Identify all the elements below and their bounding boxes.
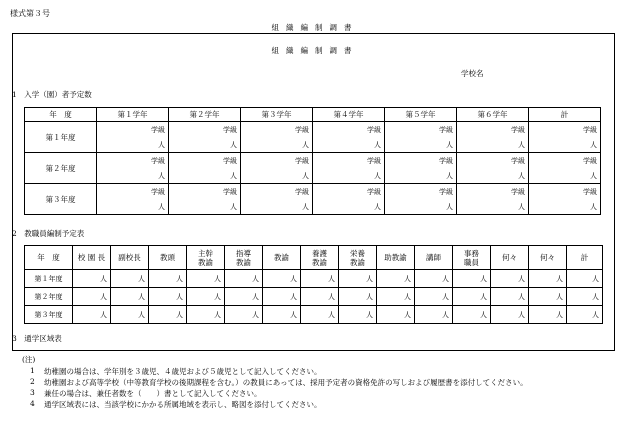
enrollment-year-cell: 第１年度 [25,122,97,153]
staff-column-header: 助教諭 [377,246,415,270]
unit-person-label: 人 [158,203,165,211]
note-number: 2 [30,377,35,386]
staff-input-cell[interactable]: 人 [263,306,301,324]
staff-input-cell[interactable]: 人 [453,288,491,306]
staff-header-row [25,246,603,270]
note-text: 幼稚園および高等学校（中等教育学校の後期課程を含む。）の教員にあっては、採用予定者の資格免許の写しおよび履歴書を添付してください。 [44,378,528,387]
section1-heading: 1 入学（園）者予定数 [12,90,92,99]
enrollment-input-cell[interactable] [385,153,457,184]
staff-column-header: 何々 [529,246,567,270]
unit-person-label: 人 [230,141,237,149]
unit-person-label: 人 [446,141,453,149]
note-number: 4 [30,399,35,408]
unit-class-label: 学級 [439,188,453,196]
note-text: 兼任の場合は、兼任者数を（ ）書として記入してください。 [44,389,262,398]
enrollment-input-cell[interactable] [457,184,529,215]
unit-class-label: 学級 [295,157,309,165]
staff-input-cell[interactable]: 人 [377,288,415,306]
staff-input-cell[interactable]: 人 [149,288,187,306]
staff-input-cell[interactable]: 人 [301,306,339,324]
enrollment-column-header: 第４学年 [313,108,385,122]
enrollment-input-cell[interactable] [457,153,529,184]
staff-input-cell[interactable]: 人 [73,288,111,306]
unit-class-label: 学級 [295,188,309,196]
enrollment-column-header: 第６学年 [457,108,529,122]
unit-class-label: 学級 [367,126,381,134]
enrollment-table [24,107,601,215]
staff-input-cell[interactable]: 人 [225,306,263,324]
enrollment-column-header: 年 度 [25,108,97,122]
staff-input-cell[interactable]: 人 [529,270,567,288]
staff-input-cell[interactable]: 人 [187,270,225,288]
staff-input-cell[interactable]: 人 [263,270,301,288]
enrollment-header-row [25,108,601,122]
unit-person-label: 人 [518,172,525,180]
staff-input-cell[interactable]: 人 [453,270,491,288]
enrollment-input-cell[interactable] [313,184,385,215]
note-text: 通学区域表には、当該学校にかかる所属地域を表示し、略図を添付してください。 [44,400,322,409]
unit-class-label: 学級 [151,126,165,134]
staff-input-cell[interactable]: 人 [149,306,187,324]
enrollment-input-cell[interactable] [97,184,169,215]
staff-input-cell[interactable]: 人 [491,288,529,306]
enrollment-row [25,184,601,215]
unit-class-label: 学級 [583,188,597,196]
enrollment-input-cell[interactable] [97,122,169,153]
staff-input-cell[interactable]: 人 [453,306,491,324]
unit-class-label: 学級 [295,126,309,134]
staff-input-cell[interactable]: 人 [491,306,529,324]
staff-input-cell[interactable]: 人 [339,288,377,306]
unit-class-label: 学級 [439,126,453,134]
staff-input-cell[interactable]: 人 [225,288,263,306]
enrollment-row [25,122,601,153]
staff-input-cell[interactable]: 人 [567,288,603,306]
staff-column-header: 栄養 教諭 [339,246,377,270]
enrollment-row [25,153,601,184]
form-number: 様式第３号 [10,9,50,18]
note-text: 幼稚園の場合は、学年別を３歳児、４歳児および５歳児として記入してください。 [44,367,322,376]
staff-input-cell[interactable]: 人 [187,306,225,324]
staff-column-header: 講師 [415,246,453,270]
enrollment-input-cell[interactable] [457,122,529,153]
unit-class-label: 学級 [223,188,237,196]
unit-person-label: 人 [446,172,453,180]
staff-input-cell[interactable]: 人 [491,270,529,288]
unit-class-label: 学級 [151,157,165,165]
enrollment-input-cell[interactable] [241,122,313,153]
staff-year-cell: 第１年度 [25,270,73,288]
note-number: 1 [30,366,35,375]
unit-person-label: 人 [302,141,309,149]
enrollment-input-cell[interactable] [313,122,385,153]
school-name-label: 学校名 [461,69,484,78]
unit-class-label: 学級 [583,157,597,165]
unit-person-label: 人 [158,172,165,180]
enrollment-input-cell[interactable] [529,153,601,184]
staff-row [25,270,603,288]
staff-input-cell[interactable]: 人 [567,270,603,288]
enrollment-year-cell: 第２年度 [25,153,97,184]
unit-person-label: 人 [302,203,309,211]
unit-class-label: 学級 [511,157,525,165]
staff-column-header: 年 度 [25,246,73,270]
enrollment-input-cell[interactable] [97,153,169,184]
enrollment-input-cell[interactable] [385,122,457,153]
unit-person-label: 人 [446,203,453,211]
unit-person-label: 人 [302,172,309,180]
staff-input-cell[interactable]: 人 [415,270,453,288]
staff-input-cell[interactable]: 人 [301,288,339,306]
enrollment-input-cell[interactable] [241,184,313,215]
unit-class-label: 学級 [511,126,525,134]
staff-input-cell[interactable]: 人 [111,288,149,306]
staff-row [25,306,603,324]
unit-class-label: 学級 [511,188,525,196]
staff-input-cell[interactable]: 人 [149,270,187,288]
unit-person-label: 人 [590,141,597,149]
enrollment-input-cell[interactable] [313,153,385,184]
staff-column-header: 何々 [491,246,529,270]
staff-input-cell[interactable]: 人 [111,270,149,288]
staff-input-cell[interactable]: 人 [73,306,111,324]
unit-person-label: 人 [374,203,381,211]
unit-class-label: 学級 [367,157,381,165]
staff-input-cell[interactable]: 人 [339,306,377,324]
unit-person-label: 人 [374,172,381,180]
enrollment-column-header: 第５学年 [385,108,457,122]
staff-input-cell[interactable]: 人 [111,306,149,324]
enrollment-input-cell[interactable] [169,122,241,153]
staff-column-header: 計 [567,246,603,270]
staff-input-cell[interactable]: 人 [567,306,603,324]
staff-column-header: 養護 教諭 [301,246,339,270]
enrollment-input-cell[interactable] [241,153,313,184]
staff-table [24,245,603,324]
enrollment-column-header: 第２学年 [169,108,241,122]
staff-column-header: 指導 教諭 [225,246,263,270]
staff-input-cell[interactable]: 人 [73,270,111,288]
unit-person-label: 人 [590,172,597,180]
header-title: 組織編制調書 [271,23,359,32]
enrollment-input-cell[interactable] [169,184,241,215]
staff-input-cell[interactable]: 人 [377,306,415,324]
staff-column-header: 教諭 [263,246,301,270]
staff-year-cell: 第２年度 [25,288,73,306]
staff-input-cell[interactable]: 人 [529,288,567,306]
unit-person-label: 人 [518,141,525,149]
enrollment-input-cell[interactable] [529,184,601,215]
staff-row [25,288,603,306]
enrollment-column-header: 計 [529,108,601,122]
staff-column-header: 副校長 [111,246,149,270]
unit-person-label: 人 [230,203,237,211]
staff-column-header: 教頭 [149,246,187,270]
notes-heading: (注) [22,355,36,364]
enrollment-year-cell: 第３年度 [25,184,97,215]
unit-person-label: 人 [230,172,237,180]
staff-input-cell[interactable]: 人 [415,288,453,306]
unit-person-label: 人 [158,141,165,149]
staff-input-cell[interactable]: 人 [263,288,301,306]
enrollment-column-header: 第３学年 [241,108,313,122]
enrollment-input-cell[interactable] [529,122,601,153]
section2-heading: 2 教職員編制予定表 [12,229,85,238]
unit-class-label: 学級 [583,126,597,134]
unit-class-label: 学級 [439,157,453,165]
unit-class-label: 学級 [223,126,237,134]
staff-input-cell[interactable]: 人 [415,306,453,324]
unit-person-label: 人 [374,141,381,149]
staff-input-cell[interactable]: 人 [377,270,415,288]
staff-input-cell[interactable]: 人 [187,288,225,306]
staff-column-header: 校 園 長 [73,246,111,270]
staff-input-cell[interactable]: 人 [301,270,339,288]
staff-column-header: 事務 職員 [453,246,491,270]
staff-column-header: 主幹 教諭 [187,246,225,270]
staff-input-cell[interactable]: 人 [529,306,567,324]
unit-class-label: 学級 [223,157,237,165]
unit-person-label: 人 [518,203,525,211]
staff-input-cell[interactable]: 人 [225,270,263,288]
section3-heading: 3 通学区域表 [12,334,62,343]
document-title: 組織編制調書 [271,46,359,55]
enrollment-input-cell[interactable] [385,184,457,215]
enrollment-column-header: 第１学年 [97,108,169,122]
unit-class-label: 学級 [367,188,381,196]
enrollment-input-cell[interactable] [169,153,241,184]
staff-year-cell: 第３年度 [25,306,73,324]
unit-class-label: 学級 [151,188,165,196]
unit-person-label: 人 [590,203,597,211]
staff-input-cell[interactable]: 人 [339,270,377,288]
note-number: 3 [30,388,35,397]
